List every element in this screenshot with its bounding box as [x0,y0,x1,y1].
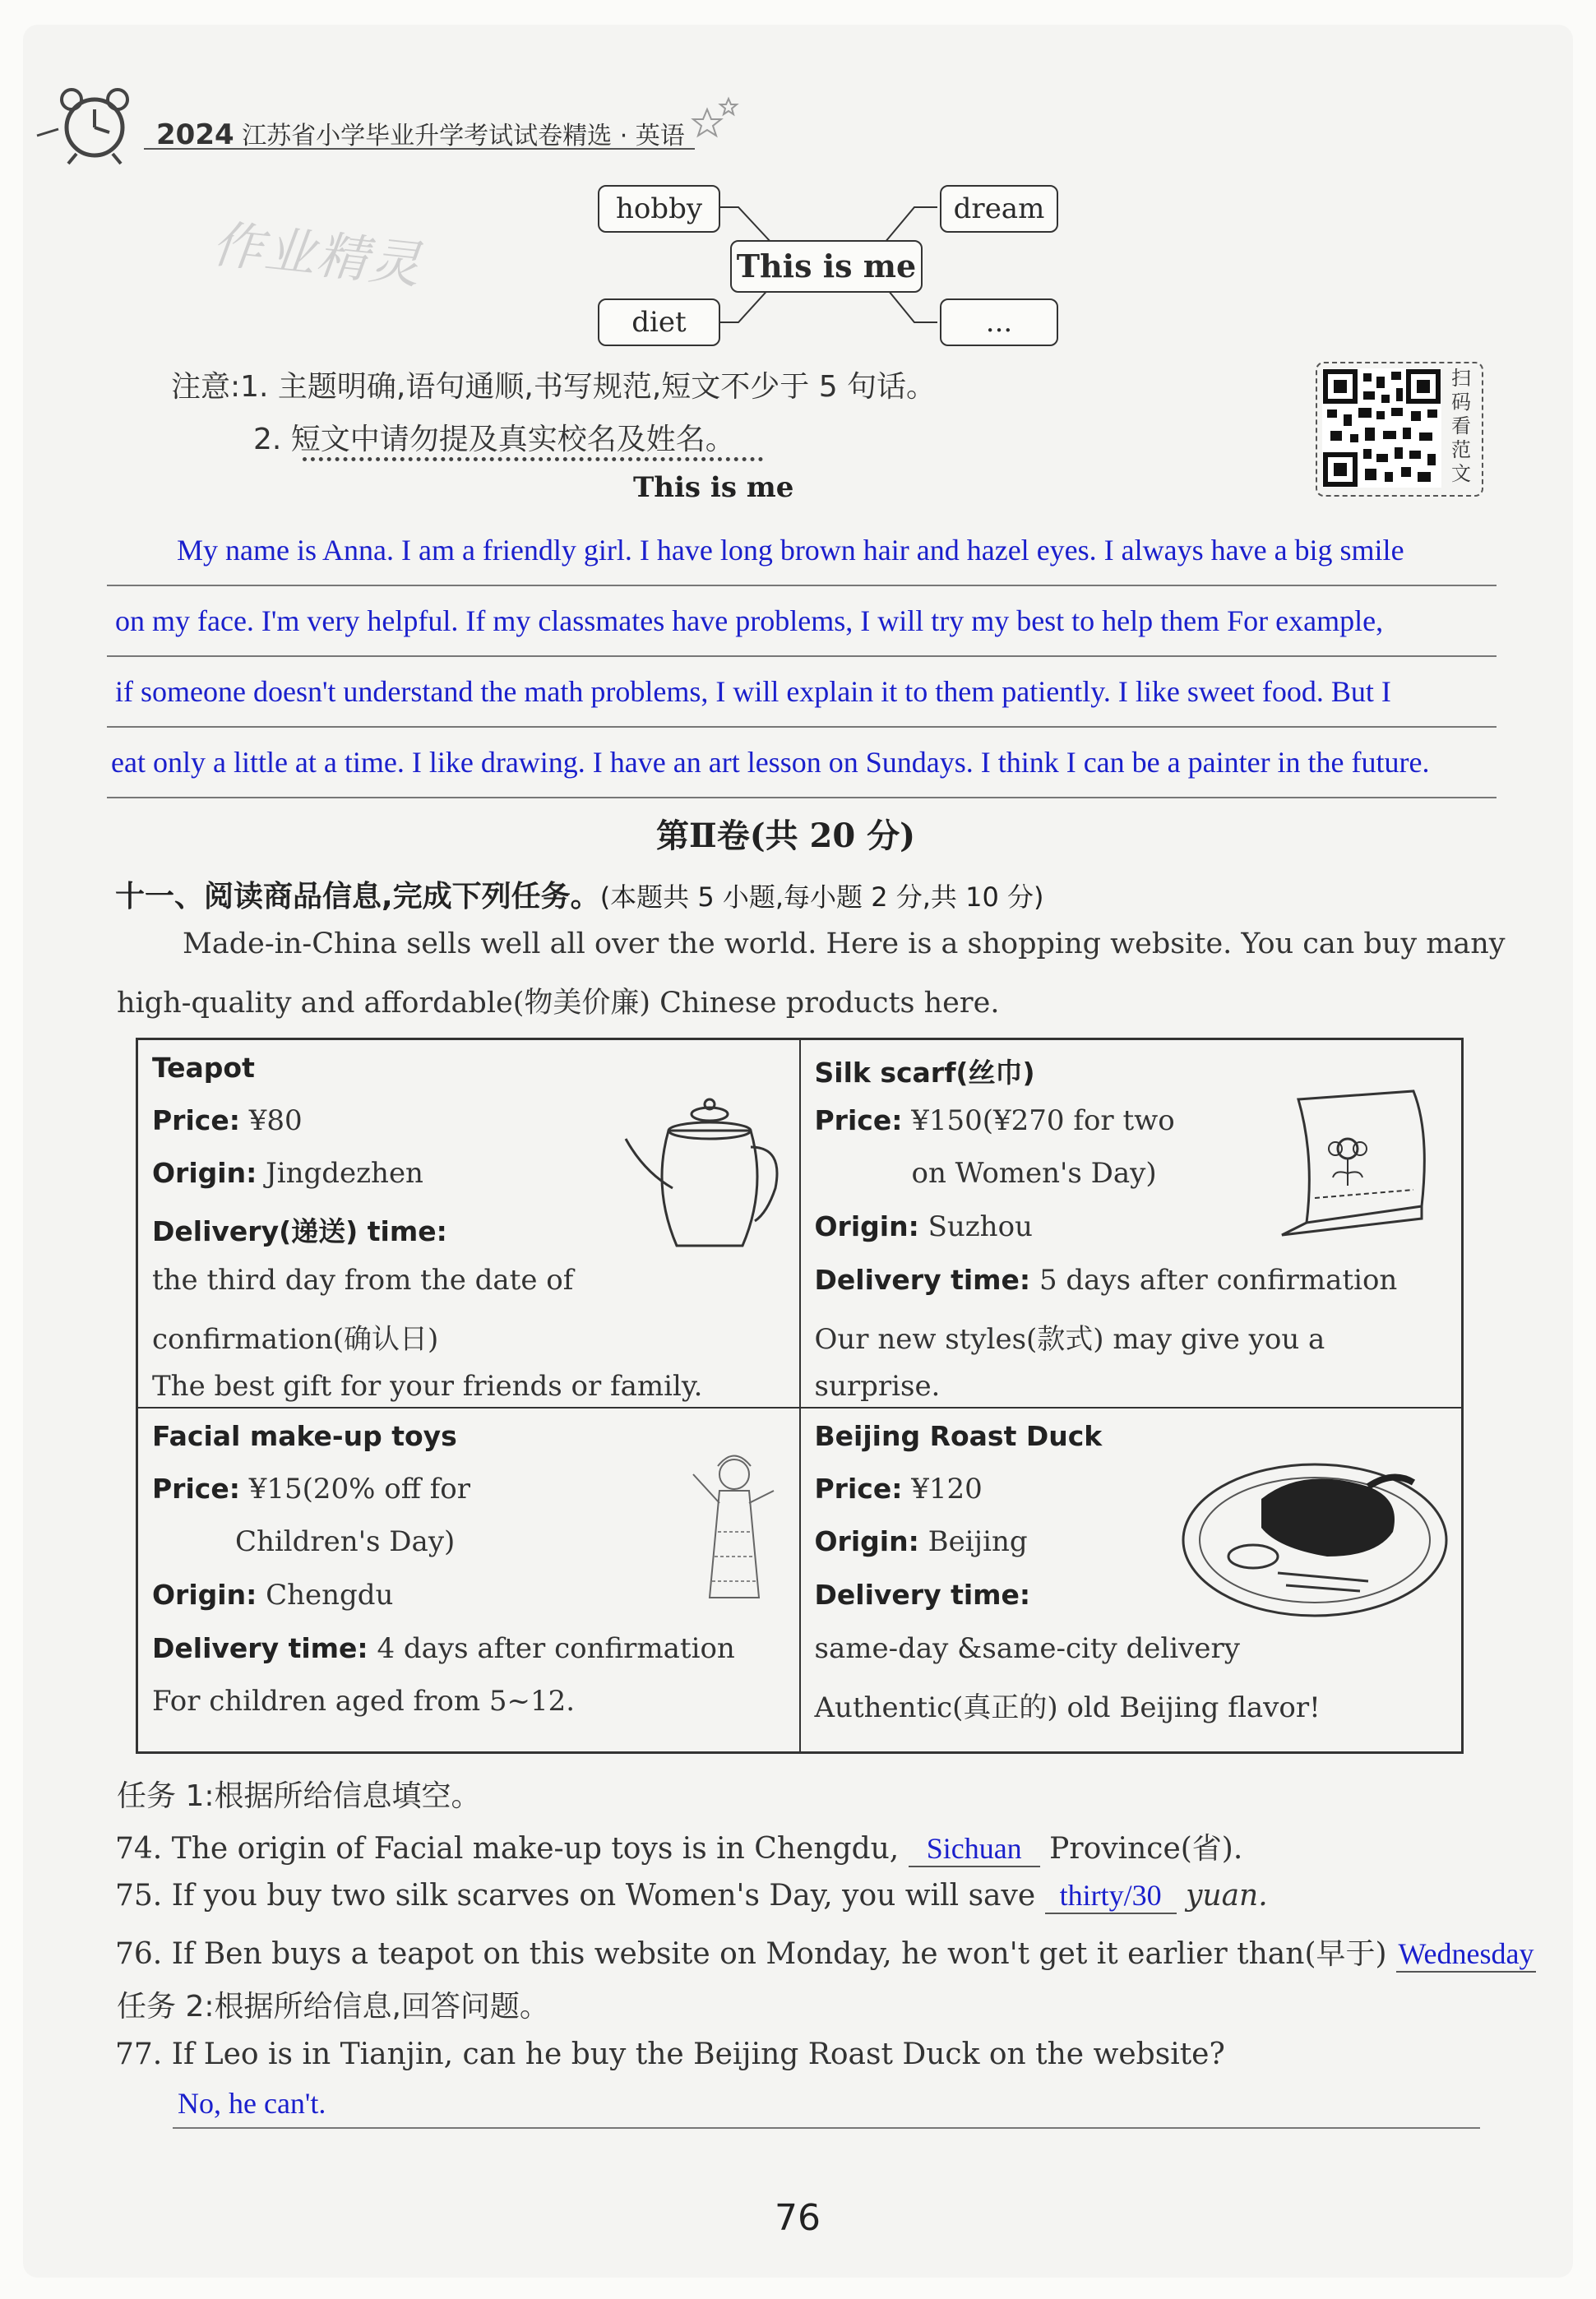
star-icon [687,95,744,144]
teapot-icon [619,1098,784,1254]
section-title: 第Ⅱ卷(共 20 分) [656,816,916,855]
alarm-clock-icon [29,78,152,169]
question-75: 75. If you buy two silk scarves on Women's Day, you will save thirty/30 yuan. [115,1879,1268,1913]
answer-75[interactable]: thirty/30 [1045,1878,1177,1914]
essay-title: This is me [633,471,794,504]
product-teapot: Teapot Price: ¥80 Origin: Jingdezhen Delivery(递送) time: the third day from the date of confirmation(确认日) The best gift for your friends or family. [137,1039,800,1408]
question-76: 76. If Ben buys a teapot on this website on Monday, he won't get it earlier than(早于) Wednesday [115,1931,1536,1973]
opera-figure-icon [677,1441,784,1606]
qr-code-icon[interactable] [1322,368,1441,488]
essay-line-4: eat only a little at a time. I like drawing. I have an art lesson on Sundays. I think I can be a painter in the future. [111,746,1430,779]
product-facial-makeup-toys: Facial make-up toys Price: ¥15(20% off for Children's Day) Origin: Chengdu Delivery time: 4 days after confirmation For children aged from 5~12. [137,1408,800,1753]
roast-duck-plate-icon [1179,1450,1450,1622]
question-11-heading: 十一、阅读商品信息,完成下列任务。(本题共 5 小题,每小题 2 分,共 10 分) [115,880,1044,914]
intro-line-1: Made-in-China sells well all over the world. Here is a shopping website. You can buy many [183,927,1506,960]
mindmap-node-diet: diet [598,298,720,346]
intro-line-2: high-quality and affordable(物美价廉) Chinese products here. [117,987,1000,1020]
essay-line-2: on my face. I'm very helpful. If my classmates have problems, I will try my best to help them For example, [115,604,1384,637]
watermark: 作业精灵 [209,213,425,296]
question-77: 77. If Leo is in Tianjin, can he buy the Beijing Roast Duck on the website? [115,2038,1225,2071]
question-74: 74. The origin of Facial make-up toys is in Chengdu, Sichuan Province(省). [115,1832,1243,1866]
mindmap-node-hobby: hobby [598,185,720,233]
note-1: 注意:1. 主题明确,语句通顺,书写规范,短文不少于 5 句话。 [171,370,937,404]
essay-line-3: if someone doesn't understand the math problems, I will explain it to them patiently. I like sweet food. But I [115,675,1391,708]
page-number: 76 [775,2197,821,2239]
header-rule [144,148,695,150]
product-silk-scarf: Silk scarf(丝巾) Price: ¥150(¥270 for two on Women's Day) Origin: Suzhou Delivery time: 5 days after confirmation Our new styles(款式) may give you a surprise. [800,1039,1463,1408]
qr-caption: 扫码看范文 [1451,367,1471,485]
mindmap-center: This is me [730,240,923,293]
answer-77[interactable]: No, he can't. [173,2084,1480,2129]
product-beijing-roast-duck: Beijing Roast Duck Price: ¥120 Origin: Beijing Delivery time: same-day &same-city delivery Authentic(真正的) old Beijing flavor! [800,1408,1463,1753]
note-2-emphasis-dots [303,457,763,461]
silk-scarf-icon [1265,1083,1434,1247]
answer-76[interactable]: Wednesday [1396,1936,1536,1973]
product-table [136,1038,1464,1754]
task-2-heading: 任务 2:根据所给信息,回答问题。 [117,1990,549,2024]
note-2: 2. 短文中请勿提及真实校名及姓名。 [253,423,735,456]
essay-line-1: My name is Anna. I am a friendly girl. I have long brown hair and hazel eyes. I always have a big smile [177,534,1404,567]
task-1-heading: 任务 1:根据所给信息填空。 [117,1779,481,1813]
mindmap-node-dream: dream [940,185,1058,233]
mindmap-node-more: ... [940,298,1058,346]
answer-74[interactable]: Sichuan [909,1831,1040,1867]
header-title: 2024 江苏省小学毕业升学考试试卷精选 · 英语 [156,118,685,151]
